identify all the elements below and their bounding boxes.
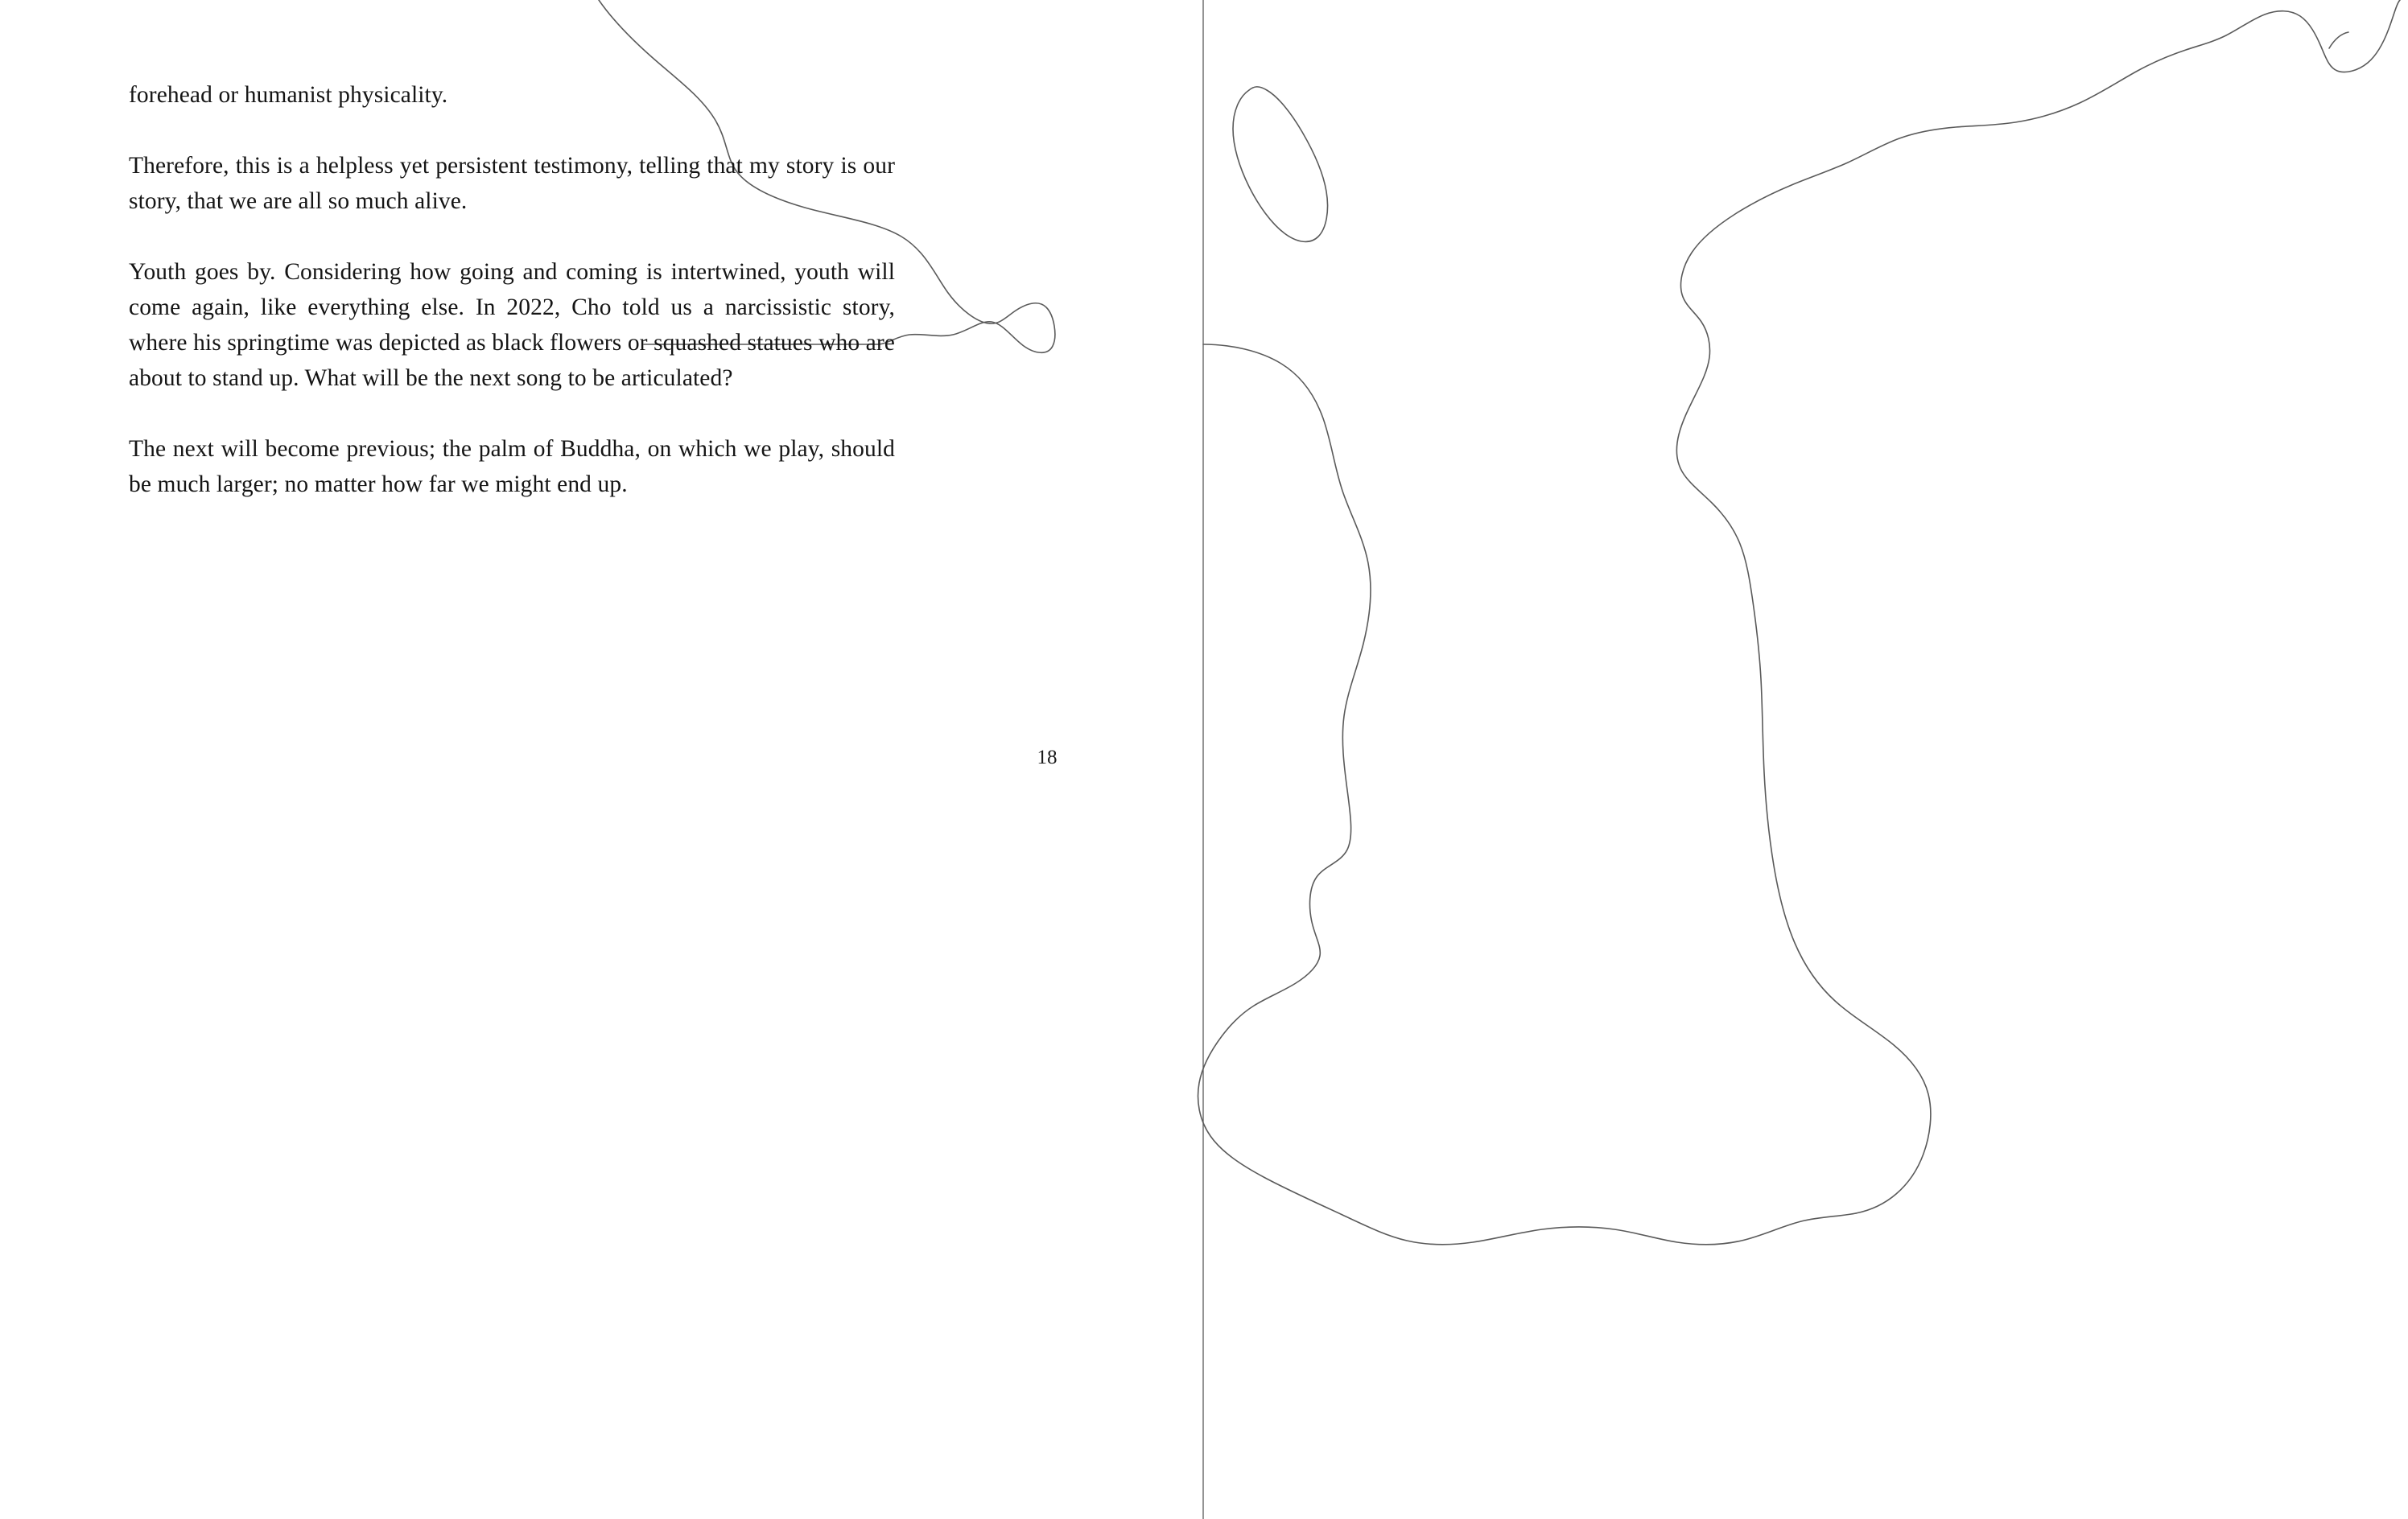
body-text-column <box>129 77 895 502</box>
paragraph: Therefore, this is a helpless yet persistent testimony, telling that my story is our story, that we are all so much alive. <box>129 153 895 214</box>
paragraph: Youth goes by. Considering how going and coming is intertwined, youth will come again, like everything else. In 2022, Cho told us a narcissistic story, where his springtime was depicted as black flowers or squashed statues who are about to stand up. What will be the next song to be articulated? <box>129 259 895 391</box>
paragraph: The next will become previous; the palm of Buddha, on which we play, should be much larger; no matter how far we might end up. <box>129 436 895 497</box>
paragraph: forehead or humanist physicality. <box>129 82 448 108</box>
page-number: 18 <box>1037 747 1058 768</box>
